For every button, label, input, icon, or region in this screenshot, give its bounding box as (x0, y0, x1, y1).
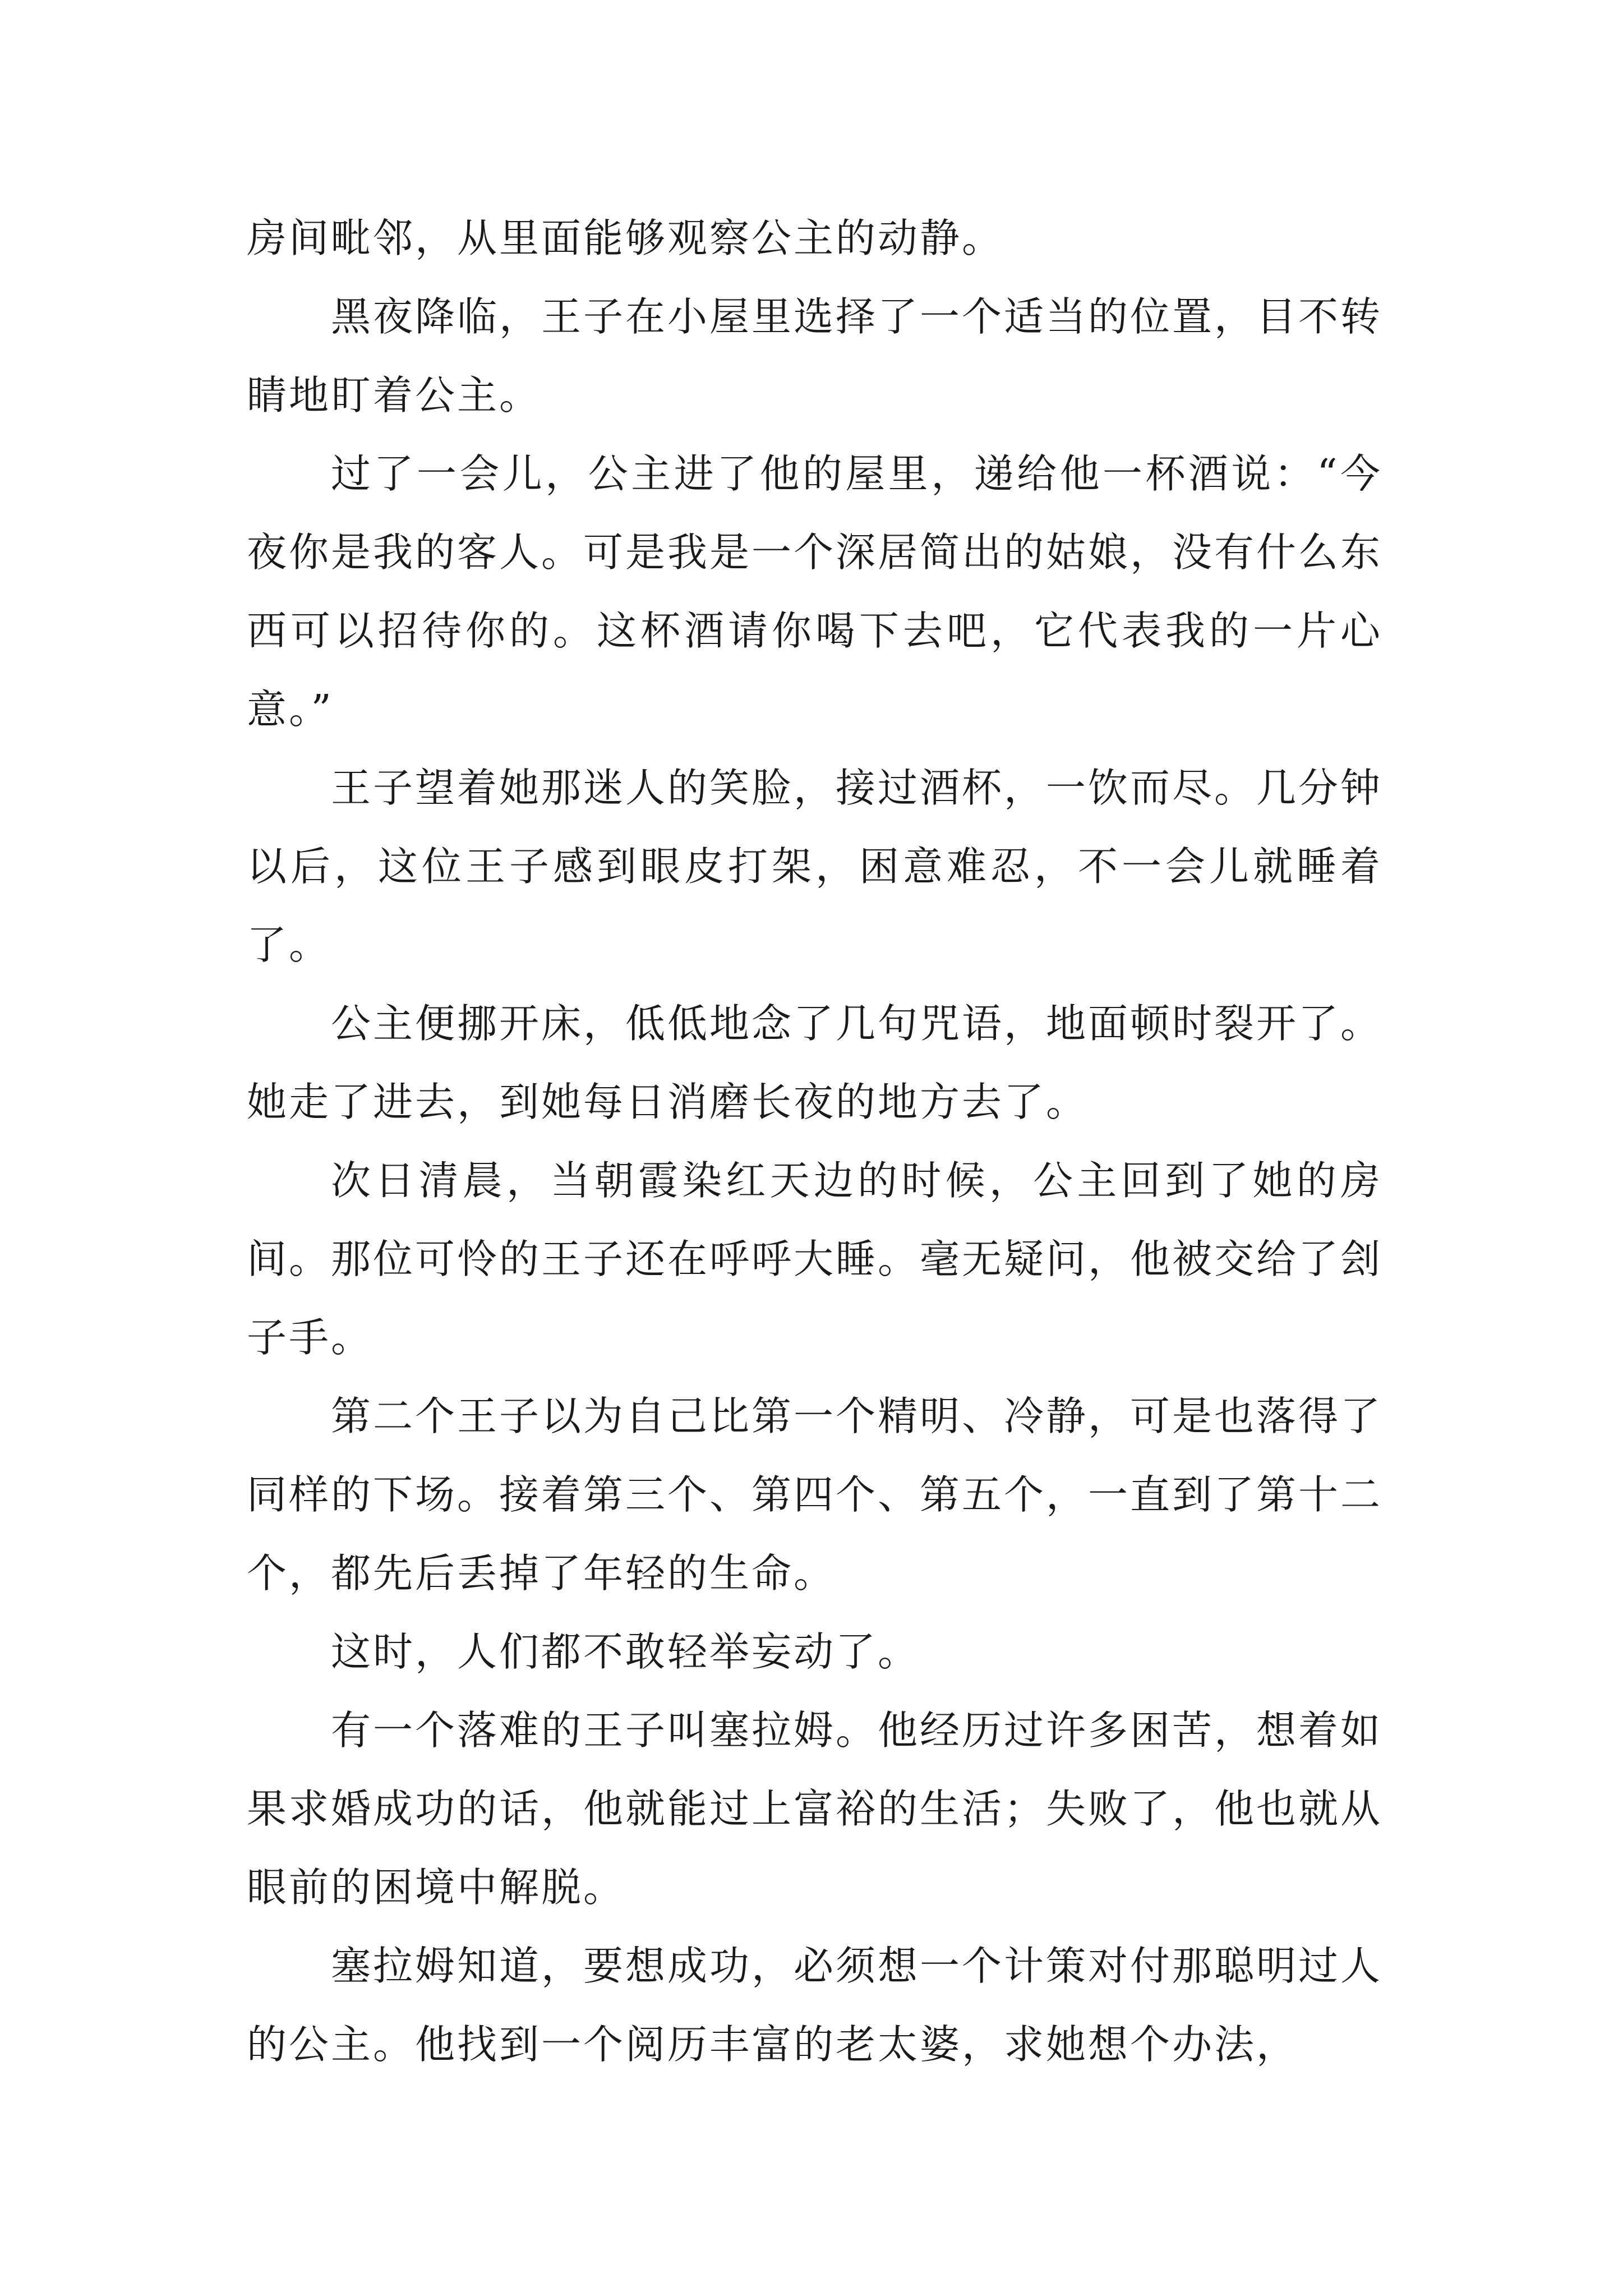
body-text (247, 199, 1382, 2084)
paragraph: 塞拉姆知道，要想成功，必须想一个计策对付那聪明过人的公主。他找到一个阅历丰富的老太婆，求她想个办法， (247, 1943, 1383, 2068)
paragraph: 第二个王子以为自己比第一个精明、冷静，可是也落得了同样的下场。接着第三个、第四个、第五个，一直到了第十二个，都先后丢掉了年轻的生命。 (247, 1393, 1383, 1596)
paragraph: 黑夜降临，王子在小屋里选择了一个适当的位置，目不转睛地盯着公主。 (247, 293, 1383, 418)
paragraph: 王子望着她那迷人的笑脸，接过酒杯，一饮而尽。几分钟以后，这位王子感到眼皮打架，困意难忍，不一会儿就睡着了。 (247, 765, 1383, 968)
paragraph: 有一个落难的王子叫塞拉姆。他经历过许多困苦，想着如果求婚成功的话，他就能过上富裕的生活；失败了，他也就从眼前的困境中解脱。 (247, 1707, 1383, 1911)
paragraph-continuation: 房间毗邻，从里面能够观察公主的动静。 (247, 215, 1004, 261)
paragraph: 这时，人们都不敢轻举妄动了。 (331, 1628, 920, 1675)
paragraph: 公主便挪开床，低低地念了几句咒语，地面顿时裂开了。她走了进去，到她每日消磨长夜的地方去了。 (247, 1000, 1383, 1125)
paragraph: 过了一会儿，公主进了他的屋里，递给他一杯酒说：“今夜你是我的客人。可是我是一个深居简出的姑娘，没有什么东西可以招待你的。这杯酒请你喝下去吧，它代表我的一片心意。” (247, 450, 1383, 733)
paragraph: 次日清晨，当朝霞染红天边的时候，公主回到了她的房间。那位可怜的王子还在呼呼大睡。毫无疑问，他被交给了刽子手。 (247, 1157, 1383, 1361)
